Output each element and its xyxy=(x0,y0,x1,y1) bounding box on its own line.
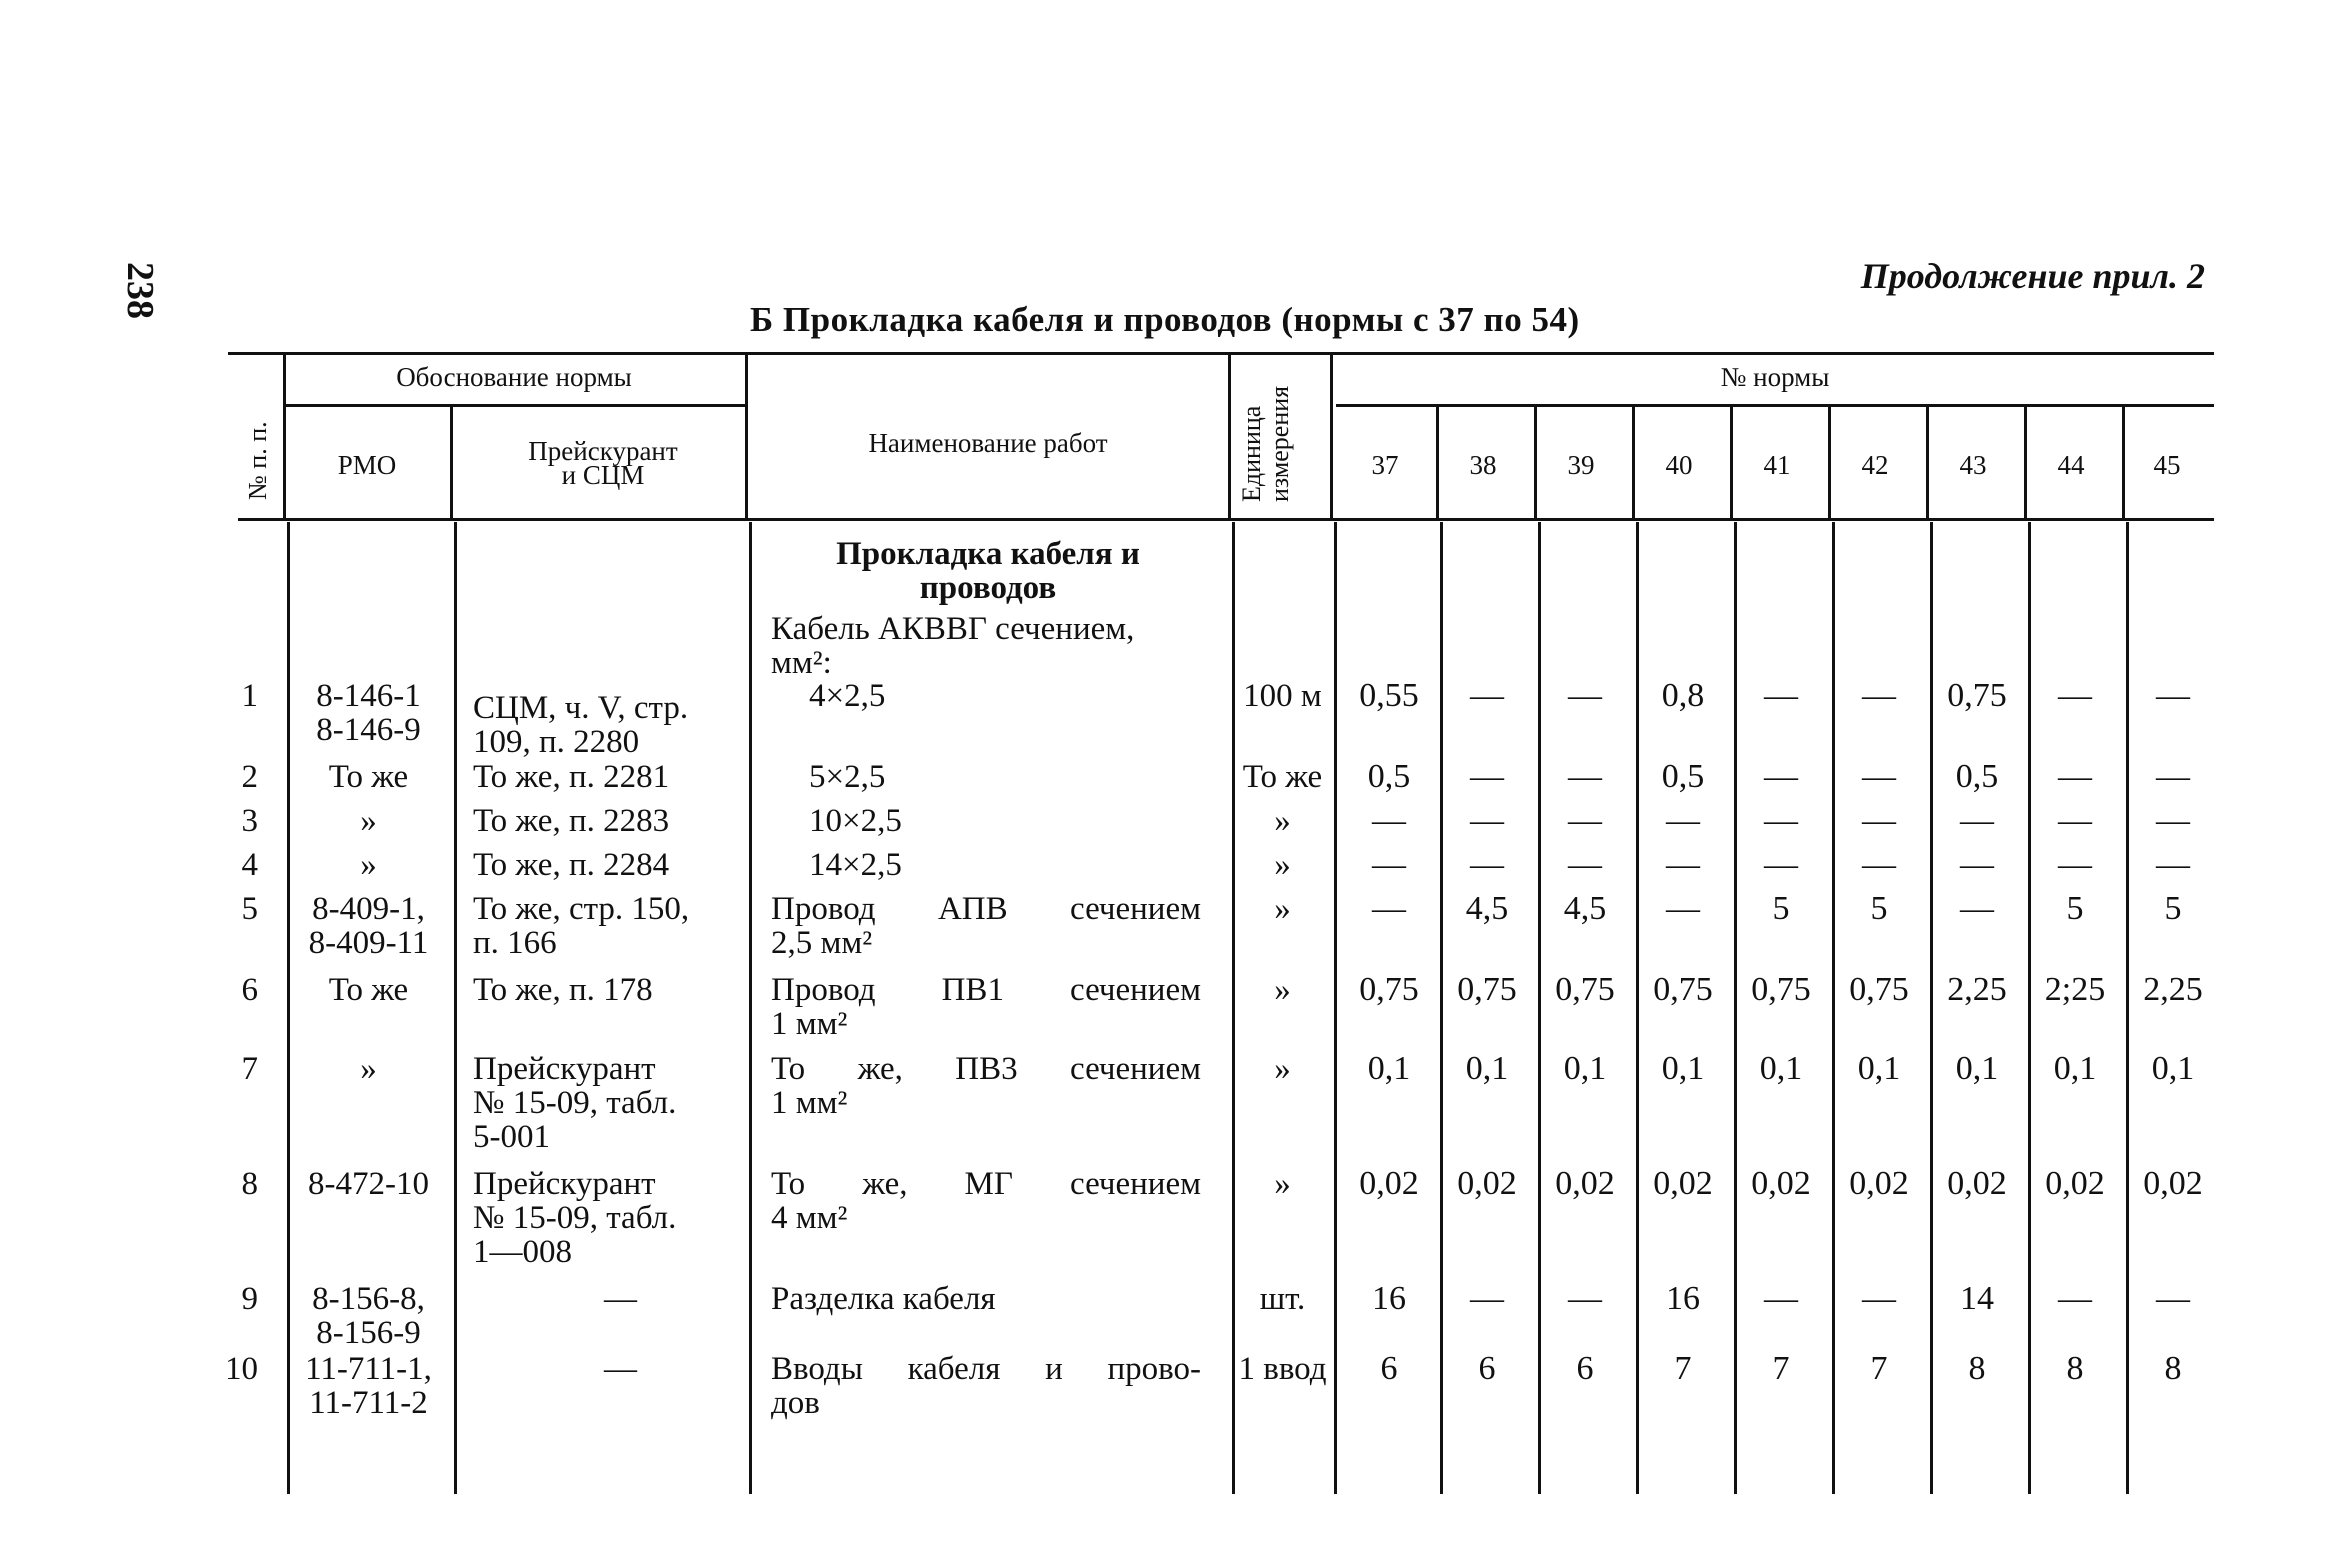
rmo-cell xyxy=(286,973,451,1007)
norm-value-cell: — xyxy=(1568,758,1602,795)
row-index: 5 xyxy=(241,891,258,927)
norm-value-cell: 4,5 xyxy=(1465,890,1509,927)
norm-value-cell: — xyxy=(1470,1280,1504,1317)
norm-value-cell: — xyxy=(1372,802,1406,839)
norm-value-cell: — xyxy=(1568,1280,1602,1317)
header-norm-45: 45 xyxy=(2153,450,2181,480)
rmo-line: » xyxy=(360,803,377,839)
work-name-cell xyxy=(771,973,1201,1041)
norm-value-cell: 7 xyxy=(1674,1350,1692,1387)
norm-value-cell: — xyxy=(1666,890,1700,927)
norm-value-cell: 0,5 xyxy=(1367,758,1411,795)
norm-value-cell: — xyxy=(1764,1280,1798,1317)
norm-value-cell: 0,75 xyxy=(1555,971,1615,1008)
price-list-cell xyxy=(473,1352,768,1386)
price-list-cell xyxy=(473,760,768,794)
norm-value-cell: 0,1 xyxy=(2053,1050,2097,1087)
rmo-line: 8-409-11 xyxy=(308,925,429,961)
header-column-rule xyxy=(1330,352,1333,518)
header-column-rule xyxy=(2122,404,2125,518)
work-name-line: 1 мм² xyxy=(771,1006,848,1042)
price-list-line: 109, п. 2280 xyxy=(473,724,640,760)
body-column-rule xyxy=(1930,522,1933,1494)
work-name-line: 5×2,5 xyxy=(809,759,886,795)
table-top-rule xyxy=(228,352,2214,355)
page-number: 238 xyxy=(119,262,161,319)
body-column-rule xyxy=(1538,522,1541,1494)
header-rmo: РМО xyxy=(337,450,397,480)
price-list-line: То же, стр. 150, xyxy=(473,891,690,927)
header-column-rule xyxy=(283,352,286,518)
header-bottom-rule xyxy=(238,518,2214,521)
norm-value-cell: — xyxy=(1862,758,1896,795)
price-list-line: 1—008 xyxy=(473,1234,572,1270)
rmo-line: То же xyxy=(328,759,409,795)
norm-value-cell: — xyxy=(1862,677,1896,714)
norm-value-cell: — xyxy=(1764,758,1798,795)
price-list-cell xyxy=(473,892,768,960)
norm-value-cell: — xyxy=(2156,846,2190,883)
norm-value-cell: 0,02 xyxy=(1849,1165,1909,1202)
price-list-line: То же, п. 2281 xyxy=(473,759,670,795)
unit-cell: » xyxy=(1274,891,1291,927)
norm-value-cell: — xyxy=(1372,890,1406,927)
norm-value-cell: — xyxy=(2156,1280,2190,1317)
table-title: Б Прокладка кабеля и проводов (нормы с 37 по 54) xyxy=(750,300,1580,339)
work-name-cell xyxy=(809,804,1239,838)
row-index: 2 xyxy=(241,759,258,795)
rmo-cell xyxy=(286,1052,451,1086)
norm-value-cell: 0,1 xyxy=(1955,1050,1999,1087)
norm-value-cell: — xyxy=(1862,1280,1896,1317)
header-column-rule xyxy=(1534,404,1537,518)
norm-value-cell: — xyxy=(1470,758,1504,795)
norm-value-cell: 2,25 xyxy=(1947,971,2007,1008)
price-list-cell xyxy=(473,973,768,1007)
body-column-rule xyxy=(2126,522,2129,1494)
norm-value-cell: 8 xyxy=(2164,1350,2182,1387)
rmo-cell xyxy=(286,1352,451,1420)
header-work-name: Наименование работ xyxy=(868,428,1108,458)
norm-value-cell: 0,5 xyxy=(1661,758,1705,795)
price-list-line: То же, п. 2284 xyxy=(473,847,670,883)
norm-value-cell: 16 xyxy=(1372,1280,1406,1317)
body-column-rule xyxy=(454,522,457,1494)
price-list-line: То же, п. 178 xyxy=(473,972,653,1008)
norm-value-cell: 0,75 xyxy=(1849,971,1909,1008)
work-name-cell xyxy=(809,679,1239,713)
norm-value-cell: 0,02 xyxy=(1653,1165,1713,1202)
rmo-line: 8-146-9 xyxy=(316,712,421,748)
price-list-cell xyxy=(473,691,768,759)
body-column-rule xyxy=(2028,522,2031,1494)
norm-value-cell: 8 xyxy=(1968,1350,1986,1387)
work-name-line: 4×2,5 xyxy=(809,678,886,714)
rmo-line: 11-711-2 xyxy=(309,1385,428,1421)
norm-value-cell: 0,1 xyxy=(1857,1050,1901,1087)
header-column-rule xyxy=(745,352,748,518)
row-index: 10 xyxy=(225,1351,258,1387)
header-unit xyxy=(1238,386,1294,502)
body-column-rule xyxy=(749,522,752,1494)
norm-value-cell: 4,5 xyxy=(1563,890,1607,927)
norm-value-cell: 0,1 xyxy=(2151,1050,2195,1087)
basis-group-rule xyxy=(283,404,745,407)
header-unit-line1: Единица xyxy=(1237,405,1266,502)
norm-value-cell: 0,8 xyxy=(1661,677,1705,714)
norm-value-cell: 0,02 xyxy=(2143,1165,2203,1202)
rmo-cell xyxy=(286,848,451,882)
price-list-cell xyxy=(473,1167,768,1269)
norm-value-cell: 0,02 xyxy=(2045,1165,2105,1202)
unit-cell: шт. xyxy=(1259,1281,1306,1317)
work-name-line: 4 мм² xyxy=(771,1200,848,1236)
norm-value-cell: 0,1 xyxy=(1367,1050,1411,1087)
norm-value-cell: 7 xyxy=(1870,1350,1888,1387)
header-basis-group: Обоснование нормы xyxy=(396,362,632,392)
rmo-line: » xyxy=(360,1051,377,1087)
header-column-rule xyxy=(2024,404,2027,518)
rmo-line: 8-472-10 xyxy=(308,1166,429,1202)
work-name-line: Разделка кабеля xyxy=(771,1281,996,1317)
continuation-note: Продолжение прил. 2 xyxy=(1860,256,2205,296)
norm-value-cell: — xyxy=(2058,677,2092,714)
work-name-line: 14×2,5 xyxy=(809,847,902,883)
norm-value-cell: — xyxy=(1764,802,1798,839)
norm-value-cell: 0,75 xyxy=(1359,971,1419,1008)
rmo-line: 8-146-1 xyxy=(316,678,421,714)
header-norm-39: 39 xyxy=(1567,450,1595,480)
norm-value-cell: 0,1 xyxy=(1563,1050,1607,1087)
work-name-cell xyxy=(771,1282,1201,1316)
row-index: 8 xyxy=(241,1166,258,1202)
norm-value-cell: — xyxy=(2058,846,2092,883)
unit-cell: 1 ввод xyxy=(1238,1351,1327,1387)
rmo-line: 8-409-1, xyxy=(312,891,425,927)
header-norm-43: 43 xyxy=(1959,450,1987,480)
norm-value-cell: — xyxy=(1470,802,1504,839)
rmo-cell xyxy=(286,892,451,960)
work-name-cell xyxy=(771,1052,1201,1120)
rmo-cell xyxy=(286,679,451,747)
norm-value-cell: 0,55 xyxy=(1359,677,1419,714)
work-name-line: Провод АПВ сечением xyxy=(771,891,1201,927)
norm-value-cell: — xyxy=(1470,677,1504,714)
header-price-list-line1: Прейскурант xyxy=(528,436,678,466)
rmo-cell xyxy=(286,1167,451,1201)
price-list-line: 5-001 xyxy=(473,1119,550,1155)
price-list-line: № 15-09, табл. xyxy=(473,1085,677,1121)
norm-value-cell: 0,1 xyxy=(1465,1050,1509,1087)
norm-value-cell: — xyxy=(1568,677,1602,714)
price-list-line: п. 166 xyxy=(473,925,557,961)
unit-cell: » xyxy=(1274,847,1291,883)
body-column-rule xyxy=(1440,522,1443,1494)
unit-cell: » xyxy=(1274,1166,1291,1202)
norm-group-rule xyxy=(1336,404,2214,407)
norm-value-cell: 0,02 xyxy=(1555,1165,1615,1202)
norm-value-cell: 5 xyxy=(1870,890,1888,927)
norm-value-cell: — xyxy=(1372,846,1406,883)
rmo-line: 8-156-9 xyxy=(316,1315,421,1351)
norm-value-cell: 0,02 xyxy=(1751,1165,1811,1202)
unit-cell: 100 м xyxy=(1243,678,1322,714)
norm-value-cell: 16 xyxy=(1666,1280,1700,1317)
norm-value-cell: 14 xyxy=(1960,1280,1994,1317)
norm-value-cell: 0,75 xyxy=(1751,971,1811,1008)
norm-value-cell: 7 xyxy=(1772,1350,1790,1387)
price-list-cell xyxy=(473,1052,768,1154)
header-norm-44: 44 xyxy=(2057,450,2085,480)
work-name-line: То же, МГ сечением xyxy=(771,1166,1201,1202)
norm-value-cell: — xyxy=(1960,890,1994,927)
norm-value-cell: 0,02 xyxy=(1947,1165,2007,1202)
section-heading xyxy=(748,537,1228,605)
work-name-line: Вводы кабеля и прово- xyxy=(771,1351,1201,1387)
norm-value-cell: 0,75 xyxy=(1947,677,2007,714)
norm-value-cell: — xyxy=(1764,846,1798,883)
work-name-cell xyxy=(809,760,1239,794)
norm-value-cell: — xyxy=(2156,677,2190,714)
header-price-list xyxy=(458,436,748,490)
norm-value-cell: — xyxy=(1568,802,1602,839)
body-column-rule xyxy=(1734,522,1737,1494)
body-column-rule xyxy=(1232,522,1235,1494)
header-price-list-line2: и СЦМ xyxy=(561,460,645,490)
norm-value-cell: — xyxy=(1862,846,1896,883)
norm-value-cell: 0,75 xyxy=(1457,971,1517,1008)
header-column-rule xyxy=(1632,404,1635,518)
rmo-line: » xyxy=(360,847,377,883)
rmo-line: 8-156-8, xyxy=(312,1281,425,1317)
price-list-line: № 15-09, табл. xyxy=(473,1200,677,1236)
header-norm-38: 38 xyxy=(1469,450,1497,480)
header-column-rule xyxy=(1730,404,1733,518)
header-column-rule xyxy=(1828,404,1831,518)
work-name-line: Провод ПВ1 сечением xyxy=(771,972,1201,1008)
norm-value-cell: 0,02 xyxy=(1359,1165,1419,1202)
header-column-rule xyxy=(450,404,453,518)
norm-value-cell: — xyxy=(2156,758,2190,795)
header-norm-37: 37 xyxy=(1371,450,1399,480)
row-index: 3 xyxy=(241,803,258,839)
rmo-cell xyxy=(286,1282,451,1350)
norm-value-cell: 6 xyxy=(1576,1350,1594,1387)
norm-value-cell: 2,25 xyxy=(2143,971,2203,1008)
norm-value-cell: — xyxy=(1960,802,1994,839)
norm-value-cell: 0,1 xyxy=(1759,1050,1803,1087)
norm-value-cell: 0,1 xyxy=(1661,1050,1705,1087)
norm-value-cell: — xyxy=(1470,846,1504,883)
rmo-cell xyxy=(286,760,451,794)
norm-value-cell: 5 xyxy=(1772,890,1790,927)
price-list-line: — xyxy=(604,1351,637,1387)
price-list-line: — xyxy=(604,1281,637,1317)
header-norm-40: 40 xyxy=(1665,450,1693,480)
norm-value-cell: — xyxy=(2058,1280,2092,1317)
section-subheading-line2: мм²: xyxy=(771,645,832,681)
norm-value-cell: 8 xyxy=(2066,1350,2084,1387)
norm-value-cell: — xyxy=(1960,846,1994,883)
header-column-rule xyxy=(1436,404,1439,518)
body-column-rule xyxy=(1832,522,1835,1494)
work-name-line: 1 мм² xyxy=(771,1085,848,1121)
price-list-line: Прейскурант xyxy=(473,1051,656,1087)
work-name-cell xyxy=(771,1352,1201,1420)
section-subheading-line1: Кабель АКВВГ сечением, xyxy=(771,611,1135,647)
work-name-line: 10×2,5 xyxy=(809,803,902,839)
price-list-cell xyxy=(473,804,768,838)
norm-value-cell: — xyxy=(2058,802,2092,839)
norm-value-cell: 0,02 xyxy=(1457,1165,1517,1202)
work-name-cell xyxy=(809,848,1239,882)
norm-value-cell: 5 xyxy=(2066,890,2084,927)
header-norm-41: 41 xyxy=(1763,450,1791,480)
work-name-line: То же, ПВ3 сечением xyxy=(771,1051,1201,1087)
header-column-rule xyxy=(1926,404,1929,518)
norm-value-cell: 0,5 xyxy=(1955,758,1999,795)
norm-value-cell: 6 xyxy=(1380,1350,1398,1387)
work-name-cell xyxy=(771,1167,1201,1235)
norm-value-cell: 0,75 xyxy=(1653,971,1713,1008)
header-index: № п. п. xyxy=(243,421,272,500)
norm-value-cell: — xyxy=(2058,758,2092,795)
norms-table xyxy=(225,352,2214,1494)
rmo-cell xyxy=(286,804,451,838)
norm-value-cell: 5 xyxy=(2164,890,2182,927)
norm-value-cell: 2;25 xyxy=(2044,971,2106,1008)
unit-cell: » xyxy=(1274,803,1291,839)
norm-value-cell: — xyxy=(1862,802,1896,839)
norm-value-cell: — xyxy=(1568,846,1602,883)
rmo-line: То же xyxy=(328,972,409,1008)
body-column-rule xyxy=(1334,522,1337,1494)
unit-cell: » xyxy=(1274,1051,1291,1087)
row-index: 9 xyxy=(241,1281,258,1317)
row-index: 6 xyxy=(241,972,258,1008)
work-name-line: 2,5 мм² xyxy=(771,925,873,961)
header-norm-group: № нормы xyxy=(1720,362,1830,392)
norm-value-cell: 6 xyxy=(1478,1350,1496,1387)
price-list-line: Прейскурант xyxy=(473,1166,656,1202)
header-norm-42: 42 xyxy=(1861,450,1889,480)
section-heading-line2: проводов xyxy=(919,570,1057,606)
norm-value-cell: — xyxy=(1666,846,1700,883)
rmo-line: 11-711-1, xyxy=(305,1351,432,1387)
section-heading-line1: Прокладка кабеля и xyxy=(836,536,1140,572)
header-unit-line2: измерения xyxy=(1265,385,1294,502)
price-list-cell xyxy=(473,848,768,882)
price-list-line: СЦМ, ч. V, стр. xyxy=(473,690,689,726)
unit-cell: » xyxy=(1274,972,1291,1008)
work-name-line: дов xyxy=(771,1385,820,1421)
header-column-rule xyxy=(1228,352,1231,518)
row-index: 7 xyxy=(241,1051,258,1087)
price-list-cell xyxy=(473,1282,768,1316)
price-list-line: То же, п. 2283 xyxy=(473,803,670,839)
work-name-cell xyxy=(771,892,1201,960)
row-index: 1 xyxy=(241,678,258,714)
norm-value-cell: — xyxy=(2156,802,2190,839)
unit-cell: То же xyxy=(1242,759,1323,795)
row-index: 4 xyxy=(241,847,258,883)
section-subheading xyxy=(771,612,1134,680)
body-column-rule xyxy=(1636,522,1639,1494)
norm-value-cell: — xyxy=(1764,677,1798,714)
norm-value-cell: — xyxy=(1666,802,1700,839)
